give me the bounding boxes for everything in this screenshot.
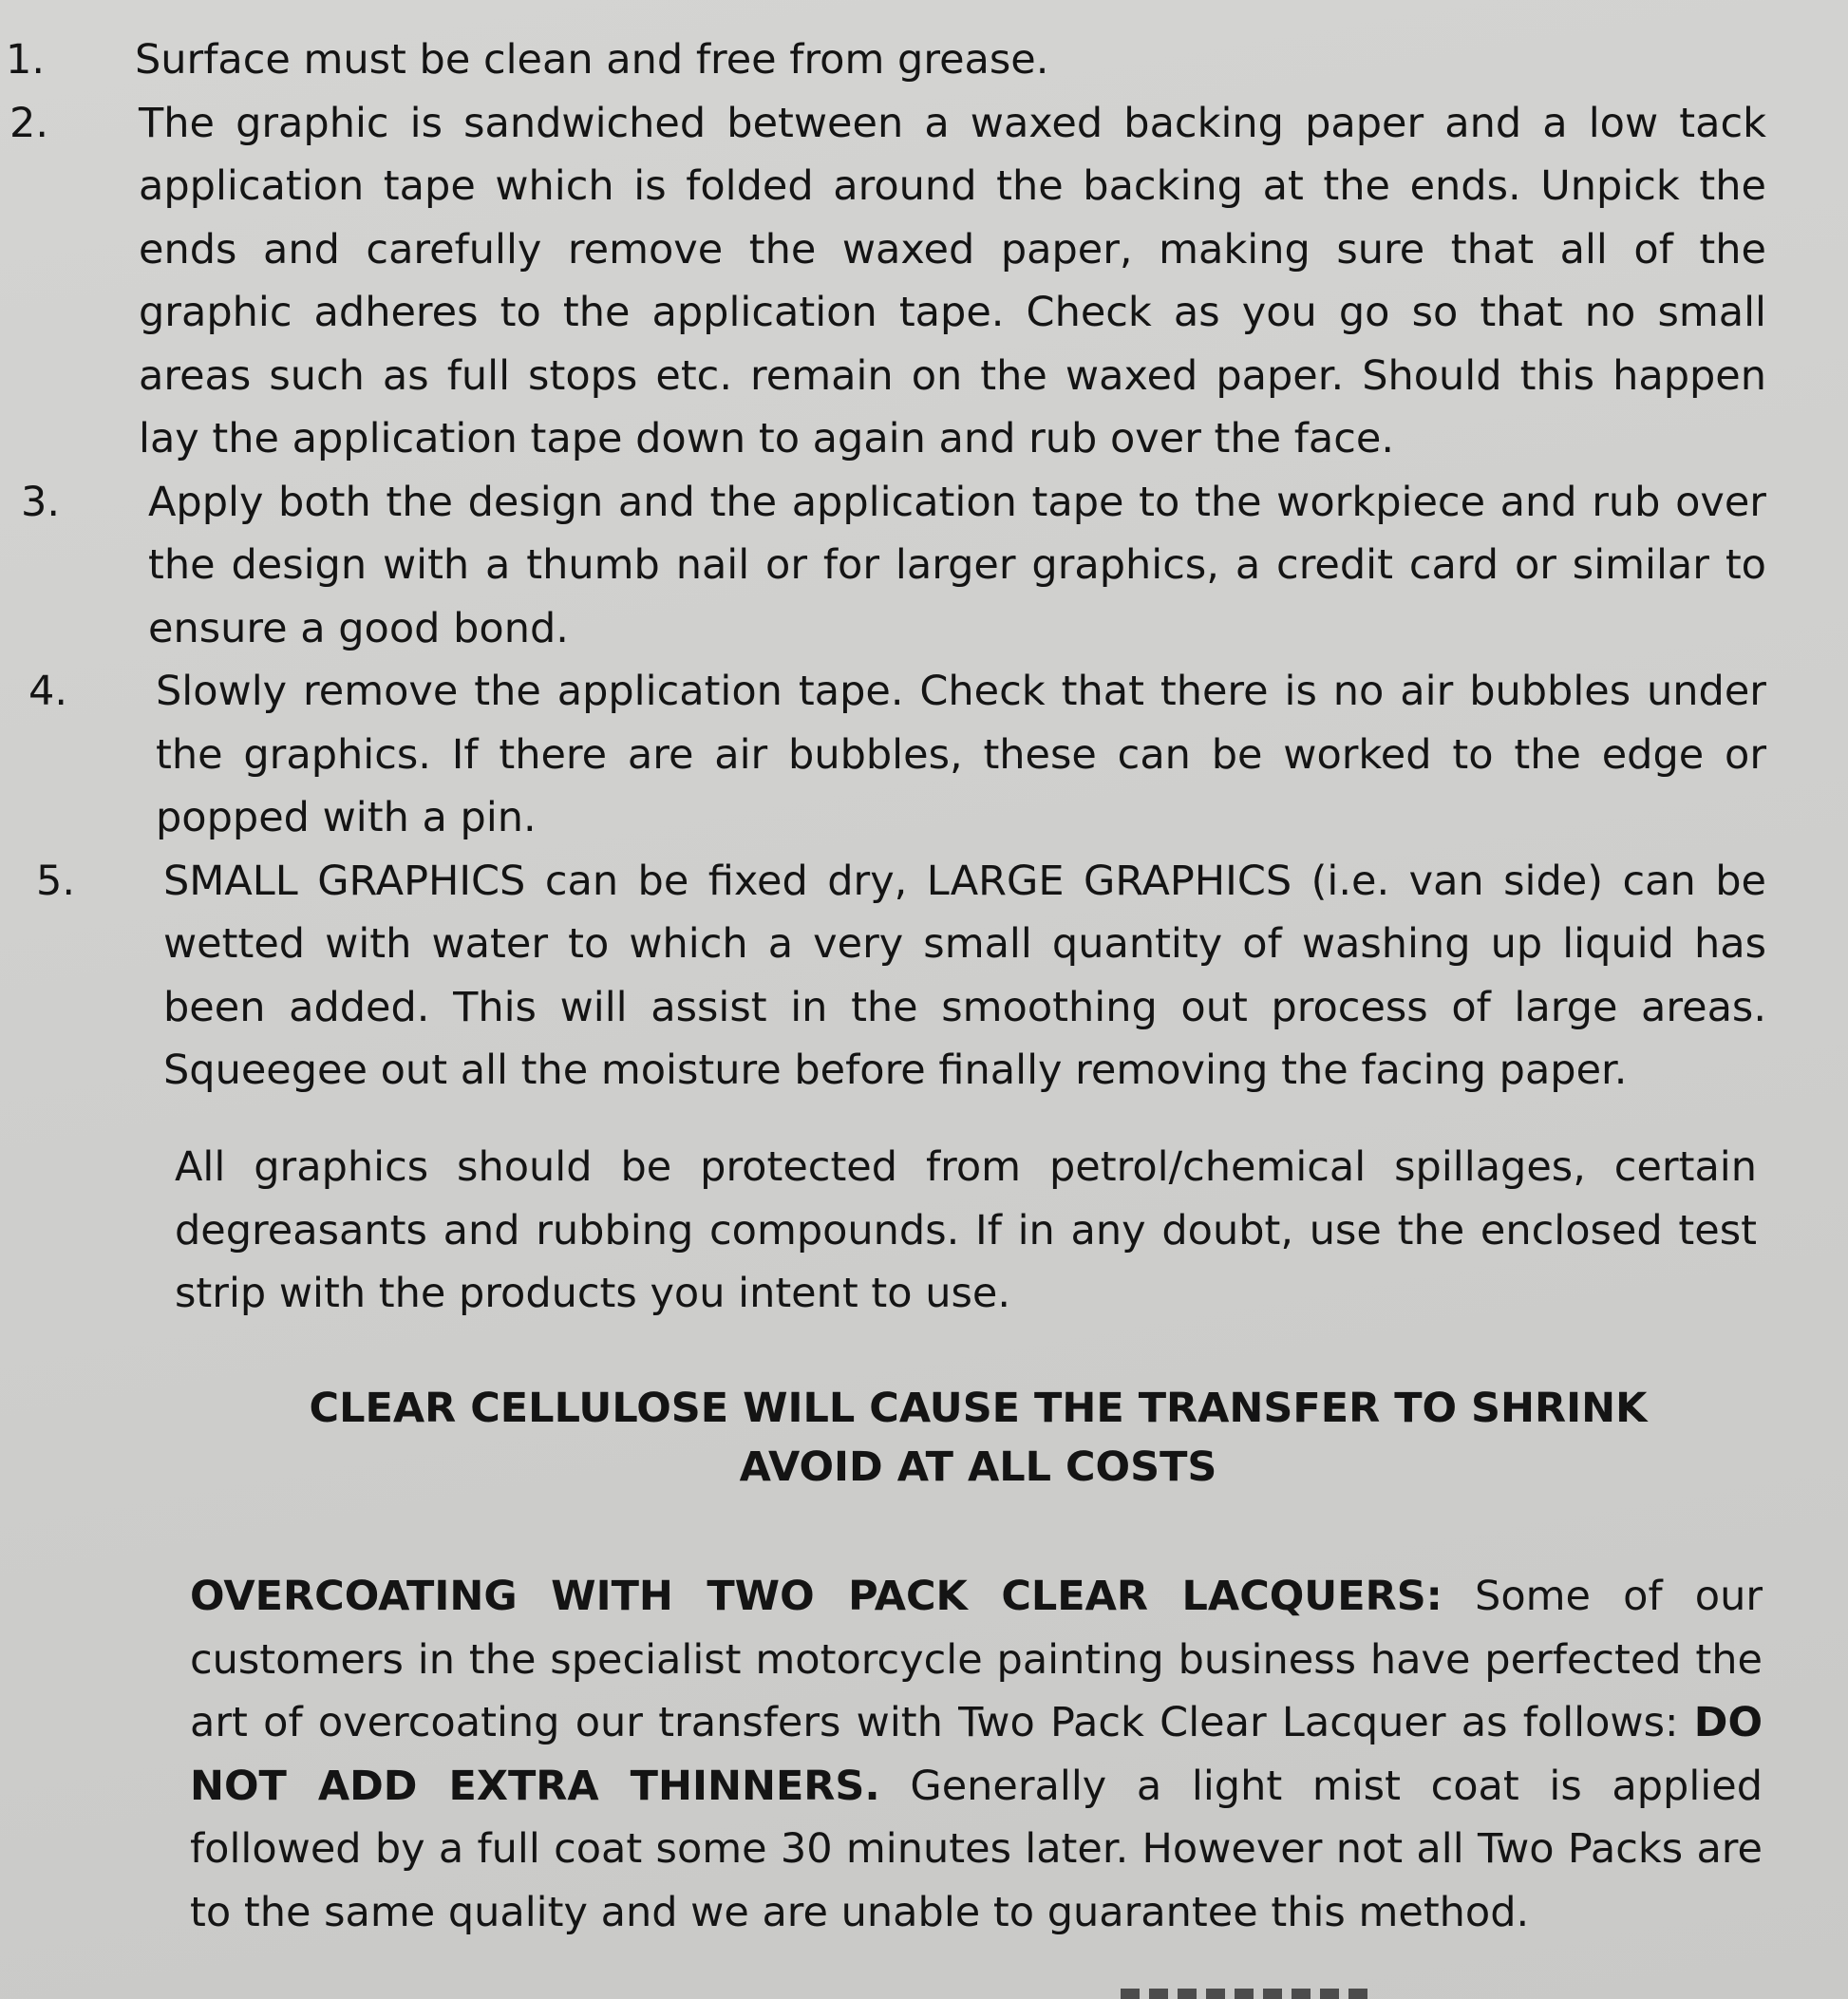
overcoating-note: [190, 1565, 1763, 1944]
cellulose-warning: [285, 1379, 1671, 1497]
step-item: [0, 471, 1766, 661]
step-number: 2.: [9, 99, 49, 147]
step-number: 5.: [36, 857, 76, 905]
warning-line-1: CLEAR CELLULOSE WILL CAUSE THE TRANSFER TO SHRINK: [309, 1385, 1648, 1432]
cut-off-text-fragment: [1121, 1981, 1367, 1999]
overcoating-intro: Some of our customers in the specialist motorcycle painting business have perfected the art of overcoating our transfers with Two Pack Clear Lacquer as follows:: [190, 1573, 1763, 1746]
step-item: [0, 28, 1766, 92]
step-text: The graphic is sandwiched between a waxed backing paper and a low tack application tape which is folded around the backing at the ends. Unpick the ends and carefully remove the waxed paper, making sure that all of the graphic adheres to the application tape. Check as you go so that no small areas such as full stops etc. remain on the waxed paper. Should this happen lay the application tape down to again and rub over the face.: [139, 99, 1766, 462]
step-item: [0, 92, 1766, 471]
step-text: Apply both the design and the application tape to the workpiece and rub over the design with a thumb nail or for larger graphics, a credit card or similar to ensure a good bond.: [148, 478, 1766, 652]
step-item: [0, 850, 1766, 1103]
overcoating-heading: OVERCOATING WITH TWO PACK CLEAR LACQUERS:: [190, 1573, 1443, 1620]
step-number: 1.: [6, 36, 46, 84]
step-text: SMALL GRAPHICS can be fixed dry, LARGE GRAPHICS (i.e. van side) can be wetted with water to which a very small quantity of washing up liquid has been added. This will assist in the smoothing out process of large areas. Squeegee out all the moisture before finally removing the facing paper.: [163, 857, 1766, 1094]
overcoating-details: Generally a light mist coat is applied followed by a full coat some 30 minutes later. However not all Two Packs are to the same quality and we are unable to guarantee this method.: [190, 1762, 1763, 1936]
step-text: Surface must be clean and free from grease.: [135, 36, 1049, 84]
step-item: [0, 660, 1766, 850]
warning-line-2: AVOID AT ALL COSTS: [739, 1443, 1217, 1491]
step-number: 4.: [28, 668, 68, 715]
thinners-warning: DO NOT ADD EXTRA THINNERS.: [190, 1699, 1763, 1810]
step-number: 3.: [21, 478, 61, 526]
step-text: Slowly remove the application tape. Check that there is no air bubbles under the graphics. If there are air bubbles, these can be worked to the edge or popped with a pin.: [156, 668, 1766, 841]
application-steps-list: [0, 28, 1766, 1103]
protection-note: All graphics should be protected from petrol/chemical spillages, certain degreasants and rubbing compounds. If in any doubt, use the enclosed test strip with the products you intent to use.: [175, 1143, 1757, 1317]
